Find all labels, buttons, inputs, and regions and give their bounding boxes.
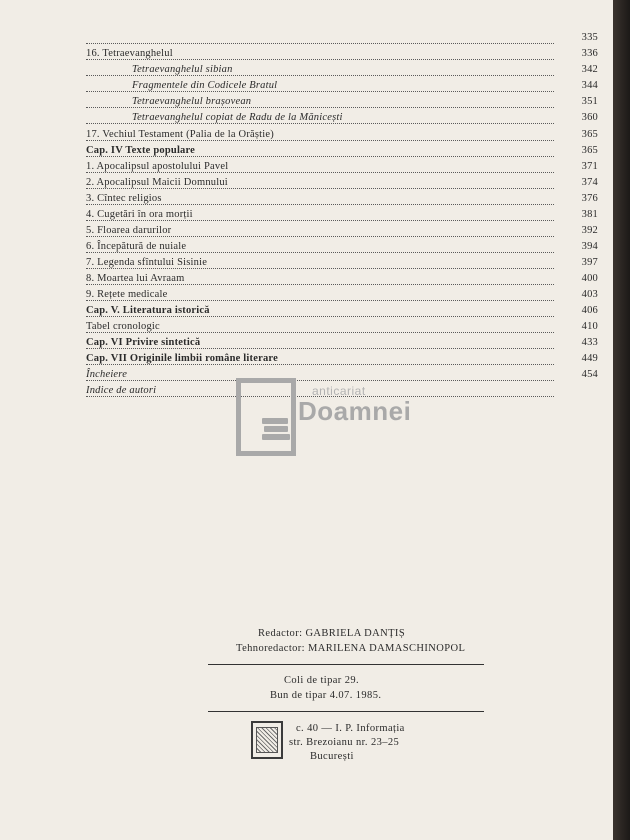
- toc-page-number: 336: [554, 48, 598, 59]
- dot-leader: [86, 172, 554, 173]
- toc-page-number: 365: [554, 129, 598, 140]
- dot-leader: [86, 123, 554, 124]
- toc-page-number: 397: [554, 257, 598, 268]
- toc-title: 3. Cîntec religios: [86, 193, 165, 204]
- dot-leader: [86, 300, 554, 301]
- toc-title: 17. Vechiul Testament (Palia de la Orăștie): [86, 129, 277, 140]
- toc-row: [86, 257, 598, 273]
- toc-row: [86, 48, 598, 64]
- toc-title: 6. Începătură de nuiale: [86, 241, 189, 252]
- toc-title: Încheiere: [86, 369, 130, 380]
- dot-leader: [86, 268, 554, 269]
- toc-title: 16. Tetraevanghelul: [86, 48, 176, 59]
- toc-row: [86, 225, 598, 241]
- dot-leader: [86, 284, 554, 285]
- imprint-city: București: [310, 751, 354, 762]
- page-edge: [613, 0, 630, 840]
- toc-page-number: 365: [554, 145, 598, 156]
- toc-row: [86, 289, 598, 305]
- dot-leader: [86, 236, 554, 237]
- toc-title: 8. Moartea lui Avraam: [86, 273, 187, 284]
- dot-leader: [86, 252, 554, 253]
- dot-leader: [86, 204, 554, 205]
- toc-page-number: 376: [554, 193, 598, 204]
- toc-row: [86, 80, 598, 96]
- imprint-line: c. 40 — I. P. Informația: [296, 723, 405, 734]
- toc-row: [86, 305, 598, 321]
- toc-row: [86, 129, 598, 145]
- toc-chapter-title: Cap. VI Privire sintetică: [86, 337, 203, 348]
- divider: [208, 711, 484, 712]
- dot-leader: [86, 188, 554, 189]
- dot-leader: [86, 156, 554, 157]
- printer-logo-icon: [251, 721, 283, 759]
- toc-page-number: 374: [554, 177, 598, 188]
- toc-row: [86, 321, 598, 337]
- dot-leader: [86, 348, 554, 349]
- toc-row: [86, 177, 598, 193]
- watermark-big-text: Doamnei: [298, 396, 412, 426]
- toc-chapter-title: Cap. IV Texte populare: [86, 145, 198, 156]
- imprint-address: str. Brezoianu nr. 23–25: [289, 737, 400, 748]
- toc-title: Tetraevanghelul copiat de Radu de la Mănicești: [132, 112, 346, 123]
- toc-row: [86, 353, 598, 369]
- watermark-frame: [236, 378, 296, 456]
- toc-title: 9. Rețete medicale: [86, 289, 170, 300]
- toc-row: [86, 241, 598, 257]
- toc-page-number: 335: [554, 32, 598, 43]
- toc-page-number: 454: [554, 369, 598, 380]
- toc-page-number: 360: [554, 112, 598, 123]
- toc-page-number: 381: [554, 209, 598, 220]
- divider: [208, 664, 484, 665]
- toc-chapter-title: Cap. V. Literatura istorică: [86, 305, 213, 316]
- toc-page-number: 433: [554, 337, 598, 348]
- toc-page-number: 406: [554, 305, 598, 316]
- watermark-logo: [236, 378, 412, 460]
- toc-title: 1. Apocalipsul apostolului Pavel: [86, 161, 231, 172]
- toc-title: 5. Floarea darurilor: [86, 225, 174, 236]
- toc-page-number: 344: [554, 80, 598, 91]
- toc-page-number: 403: [554, 289, 598, 300]
- dot-leader: [86, 332, 554, 333]
- tehnoredactor-line: Tehnoredactor: MARILENA DAMASCHINOPOL: [236, 643, 466, 654]
- toc-page-number: 400: [554, 273, 598, 284]
- toc-page-number: 342: [554, 64, 598, 75]
- toc-row: [86, 32, 598, 48]
- toc-title: Indice de autori: [86, 385, 159, 396]
- toc-title: Fragmentele din Codicele Bratul: [132, 80, 280, 91]
- toc-page-number: 392: [554, 225, 598, 236]
- toc-row: [86, 145, 598, 161]
- toc-page-number: 410: [554, 321, 598, 332]
- toc-row: [86, 209, 598, 225]
- toc-title: Tetraevanghelul brașovean: [132, 96, 254, 107]
- dot-leader: [86, 91, 554, 92]
- dot-leader: [86, 107, 554, 108]
- toc-row: [86, 96, 598, 112]
- watermark-small-text: anticariat: [312, 384, 366, 398]
- toc-title: 4. Cugetări în ora morții: [86, 209, 196, 220]
- toc-title: 2. Apocalipsul Maicii Domnului: [86, 177, 231, 188]
- dot-leader: [86, 316, 554, 317]
- bun-de-tipar-line: Bun de tipar 4.07. 1985.: [270, 690, 382, 701]
- toc-row: [86, 112, 598, 128]
- toc-title: Tabel cronologic: [86, 321, 163, 332]
- toc-chapter-title: Cap. VII Originile limbii române literare: [86, 353, 281, 364]
- toc-page-number: 394: [554, 241, 598, 252]
- toc-title: 7. Legenda sfîntului Sisinie: [86, 257, 210, 268]
- toc-page-number: 371: [554, 161, 598, 172]
- toc-row: [86, 64, 598, 80]
- toc-row: [86, 273, 598, 289]
- dot-leader: [86, 59, 554, 60]
- toc-row: [86, 193, 598, 209]
- toc-page-number: 351: [554, 96, 598, 107]
- toc-title: Tetraevanghelul sibian: [132, 64, 236, 75]
- dot-leader: [86, 140, 554, 141]
- coli-line: Coli de tipar 29.: [284, 675, 360, 686]
- dot-leader: [86, 364, 554, 365]
- dot-leader: [86, 220, 554, 221]
- toc-row: [86, 337, 598, 353]
- toc-page-number: 449: [554, 353, 598, 364]
- redactor-line: Redactor: GABRIELA DANȚIȘ: [258, 628, 406, 639]
- toc-row: [86, 161, 598, 177]
- dot-leader: [86, 43, 554, 44]
- dot-leader: [86, 75, 554, 76]
